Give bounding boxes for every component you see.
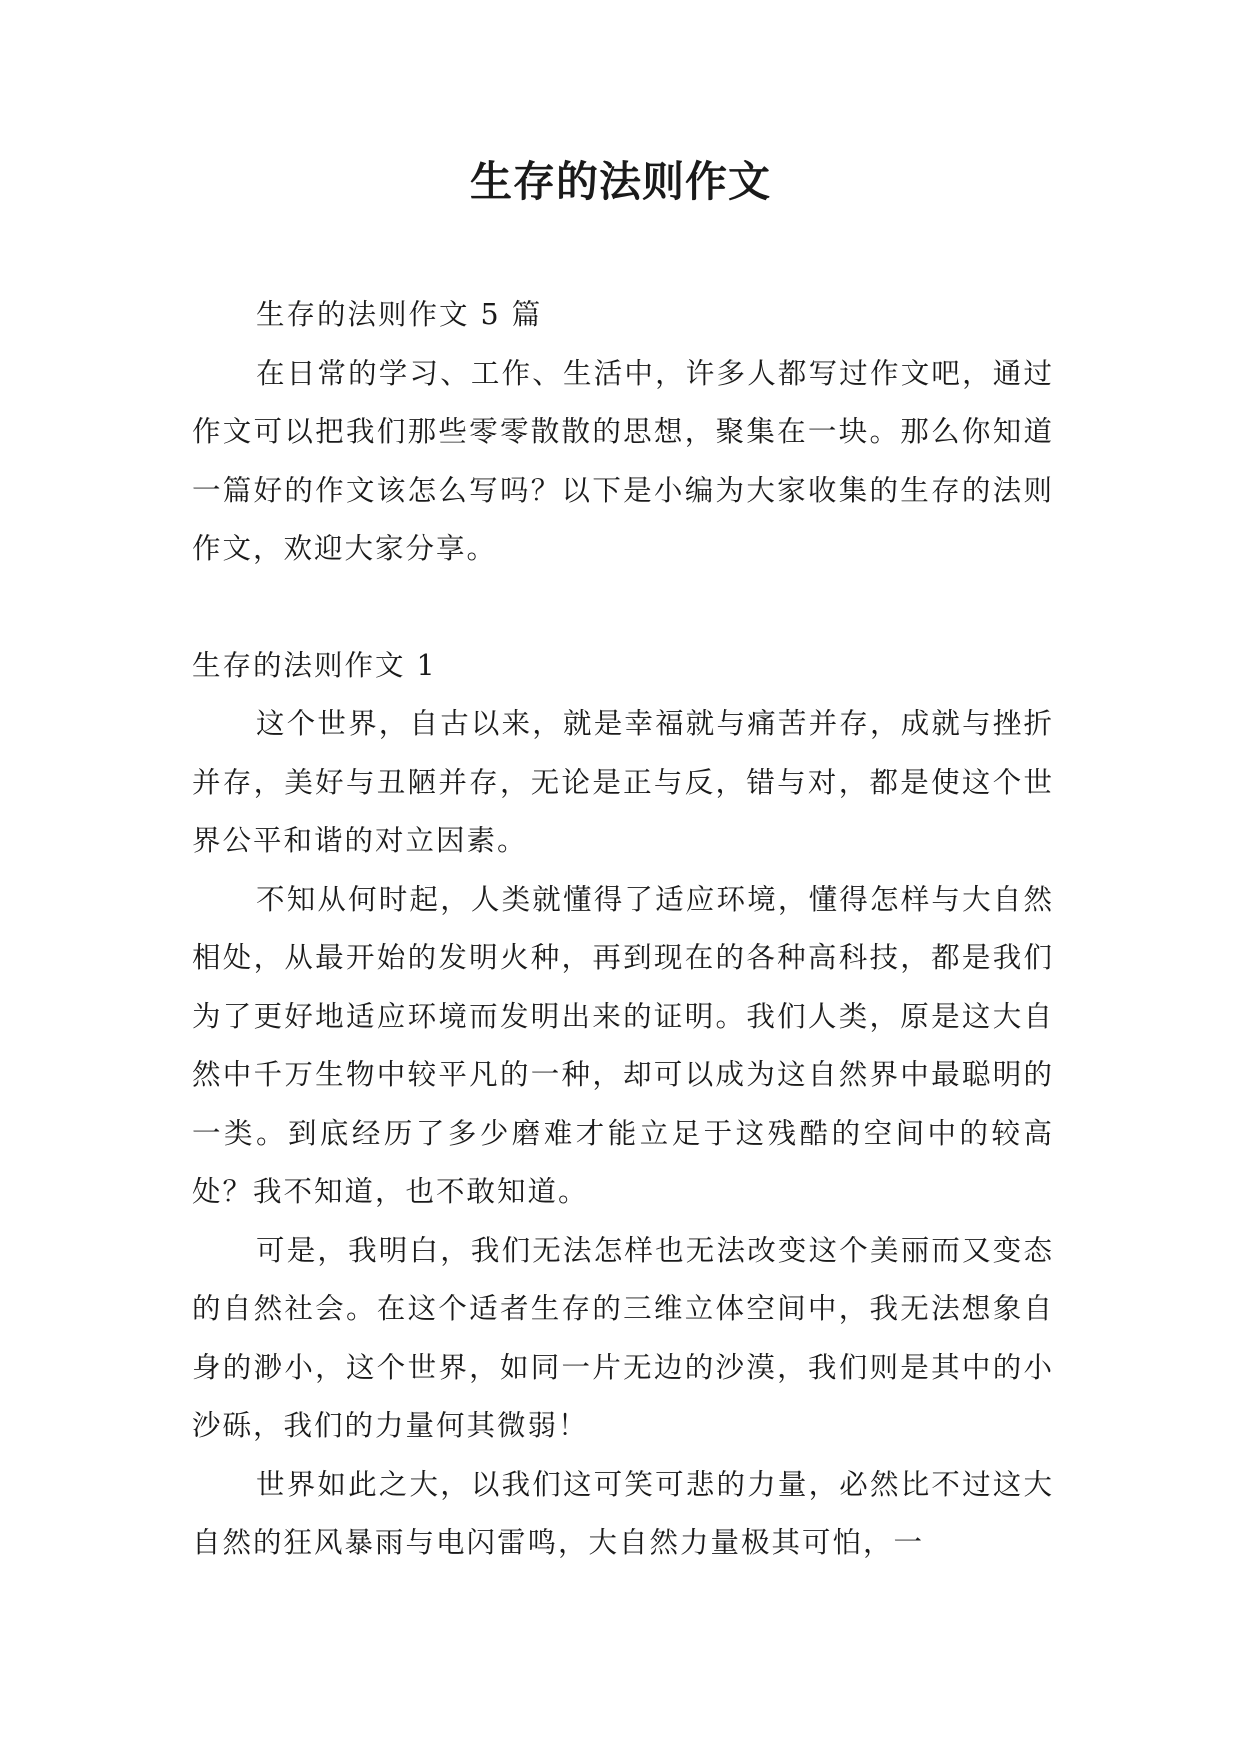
body-paragraph: 这个世界，自古以来，就是幸福就与痛苦并存，成就与挫折并存，美好与丑陋并存，无论是正与反，错与对，都是使这个世界公平和谐的对立因素。 bbox=[192, 707, 1054, 857]
document-title: 生存的法则作文 bbox=[469, 157, 771, 206]
section-spacer bbox=[192, 579, 1054, 637]
section-heading: 生存的法则作文 1 bbox=[192, 648, 437, 682]
body-paragraph: 可是，我明白，我们无法怎样也无法改变这个美丽而又变态的自然社会。在这个适者生存的三维立体空间中，我无法想象自身的渺小，这个世界，如同一片无边的沙漠，我们则是其中的小沙砾，我们的力量何其微弱！ bbox=[192, 1233, 1054, 1442]
document-body bbox=[192, 286, 1054, 1573]
intro-heading: 生存的法则作文 5 篇 bbox=[256, 298, 543, 331]
body-paragraph: 世界如此之大，以我们这可笑可悲的力量，必然比不过这大自然的狂风暴雨与电闪雷鸣，大自然力量极其可怕，一 bbox=[192, 1467, 1054, 1559]
intro-paragraph: 在日常的学习、工作、生活中，许多人都写过作文吧，通过作文可以把我们那些零零散散的思想，聚集在一块。那么你知道一篇好的作文该怎么写吗？以下是小编为大家收集的生存的法则作文，欢迎大家分享。 bbox=[192, 356, 1054, 565]
body-paragraph: 不知从何时起，人类就懂得了适应环境，懂得怎样与大自然相处，从最开始的发明火种，再到现在的各种高科技，都是我们为了更好地适应环境而发明出来的证明。我们人类，原是这大自然中千万生物中较平凡的一种，却可以成为这自然界中最聪明的一类。到底经历了多少磨难才能立足于这残酷的空间中的较高处？我不知道，也不敢知道。 bbox=[192, 882, 1054, 1208]
